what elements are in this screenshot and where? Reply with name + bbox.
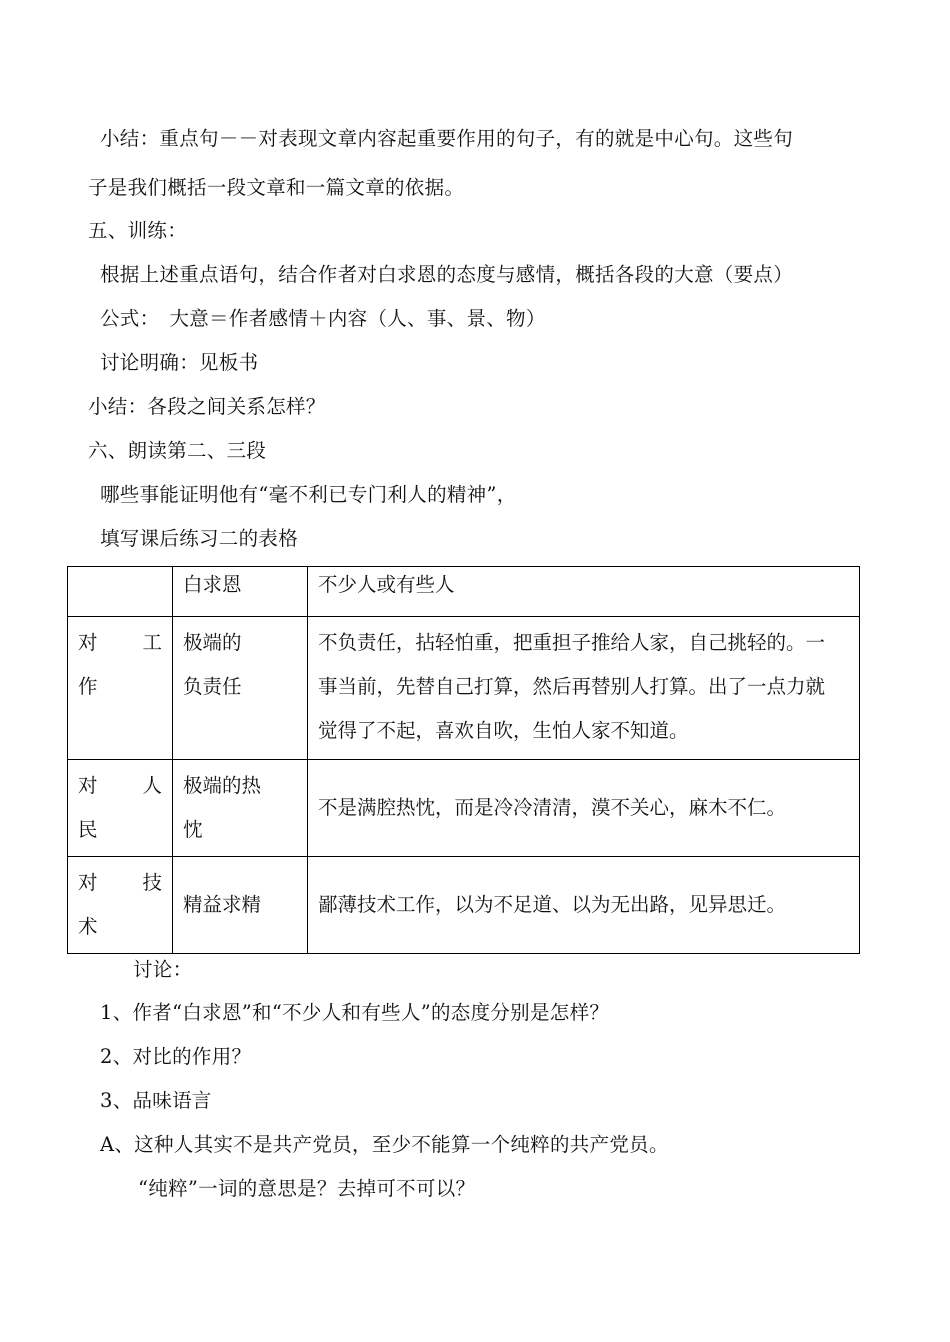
bethune-text: 忱 [183,818,203,841]
bethune-text: 极端的热 [183,774,262,797]
discussion-heading: 讨论： [133,958,193,981]
header-cell-others: 不少人或有些人 [308,567,860,617]
aspect-text: 对 工 [78,631,162,654]
header-cell-aspect [68,567,173,617]
others-text: 觉得了不起，喜欢自吹，生怕人家不知道。 [318,719,689,742]
discussion-clear-line: 讨论明确：见板书 [100,351,259,374]
table-row [68,617,860,760]
aspect-text: 作 [78,675,98,698]
others-text: 不负责任，拈轻怕重，把重担子推给人家，自己挑轻的。一 [318,631,826,654]
aspect-text: 术 [78,915,98,938]
aspect-cell [68,617,173,760]
fill-table-line: 填写课后练习二的表格 [100,527,299,550]
summary-line-1: 小结：重点句－－对表现文章内容起重要作用的句子，有的就是中心句。这些句 [100,127,794,150]
question-1: 1、作者“白求恩”和“不少人和有些人”的态度分别是怎样？ [100,1001,610,1024]
header-cell-bethune: 白求恩 [173,567,308,617]
question-a-sub: “纯粹”一词的意思是？去掉可不可以？ [138,1177,476,1200]
bethune-cell [173,617,308,760]
others-cell [308,617,860,760]
section-six-heading: 六、朗读第二、三段 [88,439,267,462]
aspect-cell [68,857,173,954]
aspect-text: 对 技 [78,871,162,894]
bethune-text: 精益求精 [183,893,262,916]
bethune-cell [173,760,308,857]
formula-line: 公式： 大意＝作者感情＋内容（人、事、景、物） [100,307,546,330]
question-3: 3、品味语言 [100,1089,212,1112]
comparison-table [67,566,860,954]
question-a: A、这种人其实不是共产党员，至少不能算一个纯粹的共产党员。 [100,1133,669,1156]
summary-line-2: 子是我们概括一段文章和一篇文章的依据。 [88,176,465,199]
bethune-text: 负责任 [183,675,242,698]
question-events-line: 哪些事能证明他有“毫不利已专门利人的精神”， [100,483,517,506]
others-text: 鄙薄技术工作，以为不足道、以为无出路，见异思迁。 [318,893,787,916]
others-cell [308,857,860,954]
bethune-cell [173,857,308,954]
others-text: 事当前，先替自己打算，然后再替别人打算。出了一点力就 [318,675,826,698]
summary-relation-line: 小结：各段之间关系怎样？ [88,395,326,418]
aspect-text: 对 人 [78,774,162,797]
others-text: 不是满腔热忱，而是冷冷清清，漠不关心，麻木不仁。 [318,796,787,819]
question-2: 2、对比的作用？ [100,1045,252,1068]
table-header-row [68,567,860,617]
others-cell [308,760,860,857]
aspect-cell [68,760,173,857]
section-five-heading: 五、训练： [88,219,188,242]
instruction-line: 根据上述重点语句，结合作者对白求恩的态度与感情，概括各段的大意（要点） [100,263,794,286]
aspect-text: 民 [78,818,98,841]
table-row [68,857,860,954]
bethune-text: 极端的 [183,631,242,654]
table-row [68,760,860,857]
